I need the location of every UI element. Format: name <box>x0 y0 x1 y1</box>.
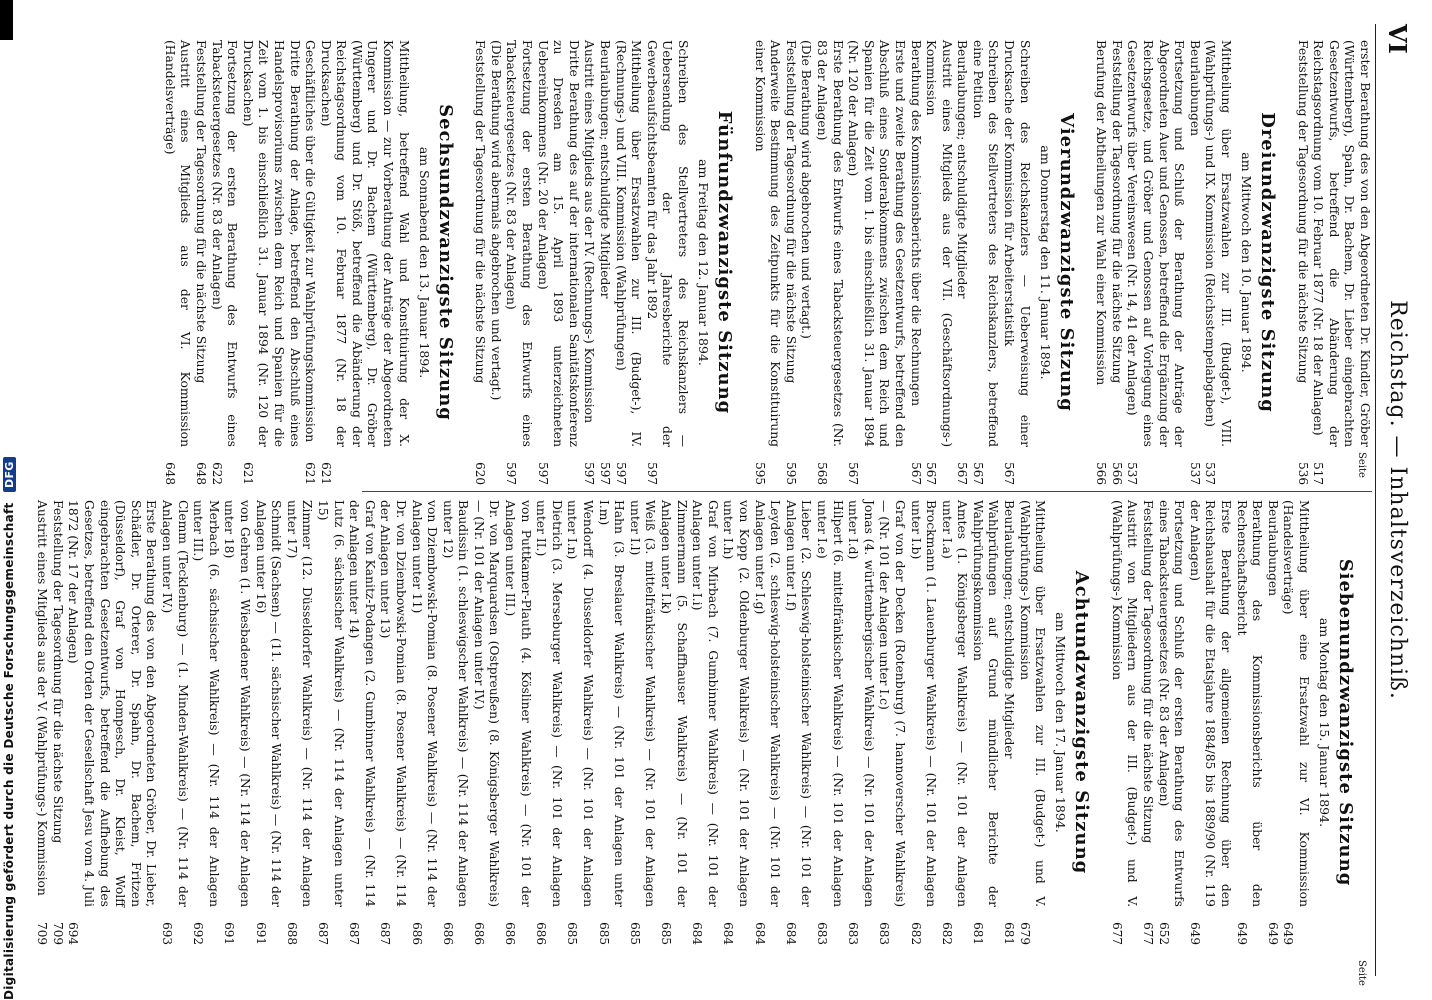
toc-entry-text: Mittheilung über Ersatzwahlen zur III. (Budget-) und V. (Wahlprüfungs-) Kommission <box>1017 500 1048 907</box>
toc-entry-text: Austritt von Mitgliedern aus der III. (Budget-) und V. (Wahlprüfungs-) Kommission <box>1109 500 1140 907</box>
toc-entry <box>1155 500 1186 945</box>
toc-entry <box>346 500 377 945</box>
toc-entry-text: Austritt eines Mitglieds aus der VI. Kommission (Handelsverträge) <box>162 40 193 447</box>
toc-page-number: 567 <box>846 462 861 485</box>
toc-entry <box>626 500 657 945</box>
toc-page-number: 597 <box>582 462 597 485</box>
toc-entry-text: (Die Berathung wird abermals abgebrochen und vertagt.) <box>488 40 503 401</box>
toc-entry <box>1202 40 1233 485</box>
toc-entry-text: Berathung des Kommissionsberichts über den Rechenschaftsbericht <box>1234 500 1265 907</box>
toc-entry <box>252 500 283 945</box>
toc-entry <box>470 500 501 945</box>
toc-entry-text: Feststellung der Tagesordnung für die nächste Sitzung <box>473 40 488 384</box>
toc-entry <box>1186 500 1233 945</box>
toc-entry-text: Lieber (2. Schleswig-holsteinischer Wahlkreis) — (Nr. 101 der Anlagen unter I.f) <box>783 500 814 907</box>
toc-page-number: 686 <box>534 922 549 945</box>
toc-entry-text: (Die Berathung wird abgebrochen und vertagt.) <box>799 40 814 339</box>
toc-entry <box>1093 40 1109 485</box>
toc-entry-text: Dr. von Dziembowski-Pomian (8. Posener Wahlkreis) — (Nr. 114 der Anlagen unter 13) <box>378 500 408 907</box>
toc-page-number: 677 <box>1141 922 1156 945</box>
toc-page-number: 566 <box>1094 462 1109 485</box>
toc-entry-text: Fortsetzung und Schluß der Berathung der Anträge der Abgeordneten Auer und Genossen, betreffend die Ergänzung der Reichsgesetze, und Gröber und Genossen auf Vorlegung eines Gesetzentwurfs über Vereinswesen (Nr. 14, 41 der Anlagen) <box>1125 40 1187 447</box>
toc-entry-text: Lutz (6. sächsischer Wahlkreis) — (Nr. 114 der Anlagen unter 15) <box>315 500 346 907</box>
session-heading: Siebenundzwanzigste Sitzung <box>1335 558 1356 887</box>
toc-entry-text: von Kopp (2. Oldenburger Wahlkreis) — (Nr. 101 der Anlagen unter I.h) <box>721 500 751 907</box>
toc-entry-text: Feststellung der Tagesordnung für die nächste Sitzung <box>783 40 798 384</box>
toc-entry <box>813 40 844 485</box>
toc-entry-text: von Gehren (1. Wiesbadener Wahlkreis) — (Nr. 114 der Anlagen unter 18) <box>222 500 252 907</box>
toc-entry-text: Graf von Kanitz-Podangen (2. Gumbinner Wahlkreis) — (Nr. 114 der Anlagen unter 14) <box>347 500 377 907</box>
toc-page-number: 693 <box>160 922 175 945</box>
toc-entry <box>596 40 612 485</box>
toc-entry-text: Austritt eines Mitglieds aus der VII. (Geschäftsordnungs-) Kommission <box>924 40 954 447</box>
toc-entry-text: Wendorff (4. Düsseldorfer Wahlkreis) — (Nr. 101 der Anlagen unter I.n) <box>565 500 596 907</box>
toc-entry <box>782 40 798 485</box>
toc-page-number: 597 <box>598 462 613 485</box>
toc-page-number: 595 <box>783 462 798 485</box>
toc-page-number: 567 <box>908 462 923 485</box>
toc-entry-text: von Dziembowski-Pomian (8. Posener Wahlkreis) — (Nr. 114 der Anlagen unter 11) <box>409 500 440 907</box>
toc-entry-text: Hilpert (6. mittelfränkischer Wahlkreis) — (Nr. 101 der Anlagen unter I.e) <box>814 500 845 907</box>
toc-entry <box>969 40 1000 485</box>
toc-entry <box>657 500 688 945</box>
session-date: am Donnerstag den 11. Januar 1894. <box>1037 145 1053 380</box>
toc-entry <box>317 40 411 485</box>
toc-entry <box>377 500 408 945</box>
toc-page-number: 567 <box>1002 462 1017 485</box>
toc-entry-text: Geschäftliches über die Gültigkeit zur Wahlprüfungskommission <box>303 40 318 443</box>
toc-entry-text: Schmidt (Sachsen) — (11. sächsischer Wahlkreis) — (Nr. 114 der Anlagen unter 16) <box>253 500 284 907</box>
seite-label-left: Seite <box>1356 452 1367 478</box>
column-divider <box>362 491 1372 492</box>
toc-entry <box>314 500 345 945</box>
toc-entry <box>1233 500 1264 945</box>
toc-page-number: 692 <box>191 922 206 945</box>
toc-page-number: 683 <box>877 922 892 945</box>
toc-page-number: 684 <box>783 922 798 945</box>
toc-page-number: 568 <box>814 462 829 485</box>
toc-page-number: 567 <box>955 462 970 485</box>
toc-page-number: 679 <box>1017 922 1032 945</box>
toc-entry-text: Erste und zweite Berathung des Gesetzentwurfs, betreffend den Abschluß eines Sonderabkommens zwischen dem Reich und Spanien für die Zeit vom 1. bis einschließlich 31. Januar 1894 (Nr. 120 der Anlagen) <box>846 40 907 447</box>
session-date: am Mittwoch den 10. Januar 1894. <box>1239 152 1255 373</box>
toc-entry-text: Merbach (6. sächsischer Wahlkreis) — (Nr. 114 der Anlagen unter III.) <box>191 500 221 907</box>
toc-entry-text: Feststellung der Tagesordnung für die nächste Sitzung <box>1141 500 1156 844</box>
toc-entry-text: Berufung der Abtheilungen zur Wahl einer Kommission <box>1094 40 1109 386</box>
toc-entry-text: Anderweite Bestimmung des Zeitpunkts für die Konstituirung einer Kommission <box>752 40 783 447</box>
toc-entry-text: Mittheilung über Ersatzwahlen zur III. (Budget-), VIII. (Wahlprüfungs-) und IX. Kommission (Reichsstempelabgaben) <box>1203 40 1234 447</box>
toc-entry <box>221 500 252 945</box>
toc-entry-text: Weiß (3. mittelfränkischer Wahlkreis) — (Nr. 101 der Anlagen unter I.l) <box>627 500 658 907</box>
toc-entry <box>643 40 690 485</box>
dfg-logo: DFG <box>3 457 16 492</box>
toc-entry <box>502 500 533 945</box>
toc-entry-text: Schreiben des Stellvertreters des Reichskanzlers, betreffend eine Petition <box>970 40 1001 447</box>
toc-page-number: 567 <box>924 462 939 485</box>
toc-entry <box>595 500 626 945</box>
toc-page-number: 621 <box>240 462 255 485</box>
toc-entry-text: Dietrich (3. Merseburger Wahlkreis) — (Nr. 101 der Anlagen unter II.) <box>534 500 564 907</box>
session-heading: Dreiundzwanzigste Sitzung <box>1257 112 1279 413</box>
toc-entry-text: erster Berathung des von den Abgeordneten Dr. Kindler, Gröber (Württemberg), Spahn, Dr. Bachem, Dr. Lieber eingebrachten Gesetzentwurfs, betreffend die Abänderung der Reichstagsordnung vom 10. Februar 1877 (Nr. 18 der Anlagen) <box>1311 40 1372 447</box>
toc-entry-text: Fortsetzung der ersten Berathung des Entwurfs eines Tabacksteuergesetzes (Nr. 83 der Anlagen) <box>209 40 240 447</box>
toc-page-number: 682 <box>939 922 954 945</box>
toc-page-number: 683 <box>846 922 861 945</box>
toc-entry-text: Zimmermann (5. Schaffhauser Wahlkreis) — (Nr. 101 der Anlagen unter I.k) <box>659 500 689 907</box>
toc-entry-text: Hahn (3. Breslauer Wahlkreis) — (Nr. 101 der Anlagen unter I.m) <box>596 500 627 907</box>
toc-entry-text: Beurlaubungen <box>1187 40 1202 137</box>
session-date: am Sonnabend den 13. Januar 1894. <box>416 146 432 379</box>
toc-entry-text: Beurlaubungen; entschuldigte Mitglieder <box>955 40 970 299</box>
toc-page-number: 567 <box>970 462 985 485</box>
toc-page-number: 686 <box>503 922 518 945</box>
toc-entry <box>845 40 907 485</box>
toc-page-number: 620 <box>473 462 488 485</box>
toc-page-number: 649 <box>1281 922 1296 945</box>
toc-entry-text: Mittheilung, betreffend Wahl und Konstituirung der X. Kommission — zur Vorberathung der Anträge der Abgeordneten Ungerer und Dr. Bachem (Württemberg), Dr. Gröber (Württemberg) und Dr. Stöß, betreffend die Abänderung der Reichstagsordnung vom 10. Februar 1877 (Nr. 18 der Drucksachen) <box>318 40 411 447</box>
toc-entry <box>1139 500 1155 945</box>
toc-page-number: 652 <box>1156 922 1171 945</box>
toc-page-number: 597 <box>613 462 628 485</box>
toc-page-number: 694 <box>66 922 81 945</box>
toc-entry <box>1108 40 1124 485</box>
toc-page-number: 621 <box>318 462 333 485</box>
toc-page-number: 687 <box>315 922 330 945</box>
toc-entry <box>845 500 876 945</box>
toc-page-number: 537 <box>1203 462 1218 485</box>
toc-entry <box>907 500 938 945</box>
toc-entry <box>208 40 239 485</box>
toc-entry <box>798 40 814 485</box>
toc-entry <box>720 500 751 945</box>
toc-entry-text: Wahlprüfungen auf Grund mündlicher Berichte der Wahlprüfungskommission <box>970 500 1001 907</box>
toc-page-number: 686 <box>409 922 424 945</box>
toc-page-number: 684 <box>721 922 736 945</box>
toc-page-number: 677 <box>1109 922 1124 945</box>
toc-entry <box>533 500 564 945</box>
session-date: am Freitag den 12. Januar 1894. <box>696 159 711 366</box>
toc-entry <box>487 40 503 485</box>
toc-entry <box>190 500 221 945</box>
toc-entry <box>954 40 970 485</box>
toc-entry-text: Feststellung der Tagesordnung für die nächste Sitzung <box>1109 40 1124 384</box>
toc-entry <box>49 500 65 945</box>
footer-strip <box>2 0 18 1000</box>
toc-entry <box>239 40 301 485</box>
toc-entry <box>472 40 488 485</box>
toc-page-number: 687 <box>347 922 362 945</box>
toc-entry <box>969 500 1000 945</box>
toc-entry <box>1310 40 1372 485</box>
toc-entry-text: Beurlaubungen; entschuldigte Mitglieder <box>598 40 613 299</box>
toc-page-number: 687 <box>378 922 393 945</box>
toc-entry <box>907 40 923 485</box>
toc-entry <box>158 500 189 945</box>
toc-entry <box>1016 500 1047 945</box>
toc-entry <box>1294 40 1310 485</box>
toc-page-number: 537 <box>1187 462 1202 485</box>
toc-page-number: 597 <box>644 462 659 485</box>
toc-entry <box>439 500 470 945</box>
toc-page-number: 709 <box>35 922 50 945</box>
left-column <box>162 40 1372 485</box>
toc-entry-text: Brockmann (1. Lauenburger Wahlkreis) — (Nr. 101 der Anlagen unter I.b) <box>908 500 939 907</box>
session-date: am Mittwoch den 17. Januar 1894. <box>1053 612 1069 833</box>
toc-page-number: 683 <box>814 922 829 945</box>
toc-page-number: 597 <box>535 462 550 485</box>
toc-entry-text: Mittheilung über eine Ersatzwahl zur VI. Kommission (Handelsverträge) <box>1281 500 1311 907</box>
toc-entry-text: Clemm (Tecklenburg) — (1. Minden-Wahlkreis) — (Nr. 114 der Anlagen unter IV.) <box>160 500 190 907</box>
toc-entry-text: von Puttkamer-Plauth (4. Kösliner Wahlkreis) — (Nr. 101 der Anlagen unter III.) <box>503 500 533 907</box>
toc-entry-text: Graf von Mirbach (7. Gumbinner Wahlkreis) — (Nr. 101 der Anlagen unter I.i) <box>690 500 720 907</box>
toc-entry-text: Austritt eines Mitglieds aus der V. (Wahlprüfungs-) Kommission <box>35 500 50 896</box>
toc-entry <box>1001 500 1017 945</box>
toc-page-number: 566 <box>1109 462 1124 485</box>
toc-page-number: 682 <box>908 922 923 945</box>
toc-entry-text: Schreiben des Reichskanzlers — Ueberweisung einer Drucksache der Kommission für Arbeiterstatistik <box>1002 40 1032 447</box>
toc-entry-text: Amtes (1. Königsberger Wahlkreis) — (Nr. 101 der Anlagen unter I.a) <box>939 500 970 907</box>
session-date: am Montag den 15. Januar 1894. <box>1317 617 1332 828</box>
session-heading: Achtundzwanzigste Sitzung <box>1071 570 1093 875</box>
toc-entry-text: Beurlaubungen; entschuldigte Mitglieder <box>1002 500 1017 759</box>
toc-page-number: 649 <box>1265 922 1280 945</box>
session-heading: Fünfundzwanzigste Sitzung <box>714 110 735 415</box>
toc-page-number: 648 <box>162 462 177 485</box>
toc-page-number: 686 <box>471 922 486 945</box>
toc-entry-text: Erste Berathung des von den Abgeordneten Gröber, Dr. Lieber, Schädler, Dr. Orterer, Dr. Spahn, Dr. Bachem, Fritzen (Düsseldorf), Graf von Hompesch, Dr. Kleist, Wolff eingebrachten Gesetzentwurfs, betreffend die Aufhebung des Gesetzes, betreffend den Orden der Gesellschaft Jesu vom 4. Juli 1872 (Nr. 17 der Anlagen) <box>66 500 159 907</box>
page-number: VI <box>1383 24 1412 54</box>
toc-page-number: 684 <box>690 922 705 945</box>
footer-credit <box>2 0 20 1000</box>
toc-entry-text: Beurlaubungen <box>1265 500 1280 597</box>
session-heading: Vierundzwanzigste Sitzung <box>1055 113 1077 412</box>
toc-entry-text: Feststellung der Tagesordnung für die nächste Sitzung <box>193 40 208 384</box>
toc-entry-text: Jonas (4. württembergischer Wahlkreis) — (Nr. 101 der Anlagen unter I.d) <box>846 500 876 907</box>
running-title: Reichstag. — Inhaltsverzeichniß. <box>1385 300 1410 700</box>
seite-label-right: Seite <box>1356 960 1367 986</box>
toc-entry <box>283 500 314 945</box>
toc-page-number: 686 <box>440 922 455 945</box>
toc-entry <box>1186 40 1202 485</box>
toc-entry <box>1124 40 1186 485</box>
toc-entry-text: Fortsetzung der ersten Berathung des Entwurfs eines Tabacksteuergesetzes (Nr. 83 der Anlagen) <box>504 40 535 447</box>
toc-entry-text: Austritt eines Mitglieds aus der IV. (Rechnungs-) Kommission <box>582 40 597 423</box>
toc-entry <box>192 40 208 485</box>
toc-page-number: 649 <box>1234 922 1249 945</box>
toc-page-number: 536 <box>1295 462 1310 485</box>
toc-entry <box>923 40 954 485</box>
toc-entry <box>581 40 597 485</box>
toc-entry-text: Leyden (2. schleswig-holsteinischer Wahlkreis) — (Nr. 101 der Anlagen unter I.g) <box>752 500 783 907</box>
toc-entry-text: Schreiben des Stellvertreters des Reichskanzlers — Uebersendung der Jahresberichte der Gewerbeaufsichtsbeamten für das Jahr 1892 <box>644 40 690 447</box>
toc-entry <box>876 500 907 945</box>
toc-entry <box>65 500 159 945</box>
toc-page-number: 537 <box>1125 462 1140 485</box>
toc-entry-text: Dr. von Marquardsen (Ostpreußen) (8. Königsberger Wahlkreis) — (Nr. 101 der Anlagen unter IV.) <box>471 500 502 907</box>
toc-entry <box>1264 500 1280 945</box>
toc-page-number: 597 <box>504 462 519 485</box>
toc-page-number: 622 <box>209 462 224 485</box>
toc-entry-text: Dritte Berathung der Anlage, betreffend den Abschluß eines Handelsprovisoriums zwischen dem Reich und Spanien für die Zeit vom 1. bis einschließlich 31. Januar 1894 (Nr. 120 der Drucksachen) <box>240 40 302 447</box>
right-column <box>35 500 1372 945</box>
toc-entry <box>751 500 782 945</box>
toc-entry-text: Dritte Berathung des auf der internationalen Sanitätskonferenz zu Dresden am 15. April 1893 unterzeichneten Uebereinkommens (Nr. 20 der Anlagen) <box>535 40 581 447</box>
toc-entry-text: Feststellung der Tagesordnung für die nächste Sitzung <box>1295 40 1310 384</box>
toc-entry-text: Feststellung der Tagesordnung für die nächste Sitzung <box>50 500 65 844</box>
toc-entry-text: Berathung des Kommissionsberichts über die Rechnungen <box>908 40 923 407</box>
toc-entry-text: Fortsetzung und Schluß der ersten Berathung des Entwurfs eines Tabacksteuergesetzes (Nr. 83 der Anlagen) <box>1156 500 1187 907</box>
toc-entry-text: Erste Berathung des Entwurfs eines Tabacksteuergesetzes (Nr. 83 der Anlagen) <box>814 40 845 447</box>
toc-entry <box>751 40 782 485</box>
toc-entry <box>813 500 844 945</box>
footer-text: Digitalisierung gefördert durch die Deutsche Forschungsgemeinschaft <box>2 502 16 1000</box>
toc-entry <box>503 40 534 485</box>
toc-page-number: 688 <box>284 922 299 945</box>
toc-entry <box>1280 500 1311 945</box>
toc-entry <box>612 40 643 485</box>
toc-entry <box>302 40 318 485</box>
toc-page-number: 648 <box>193 462 208 485</box>
toc-page-number: 595 <box>752 462 767 485</box>
toc-page-number: 681 <box>1002 922 1017 945</box>
toc-entry <box>938 500 969 945</box>
header-rule <box>1375 24 1376 976</box>
toc-page-number: 691 <box>222 922 237 945</box>
toc-page-number: 517 <box>1311 462 1326 485</box>
toc-entry <box>782 500 813 945</box>
toc-entry-text: Mittheilung über Ersatzwahlen zur III. (Budget-), IV. (Rechnungs-) und VIII. Kommission (Wahlprüfungen) <box>613 40 644 447</box>
toc-entry-text: Baudissin (1. schleswigscher Wahlkreis) — (Nr. 114 der Anlagen unter 12) <box>440 500 471 907</box>
toc-entry <box>34 500 50 945</box>
toc-entry <box>689 500 720 945</box>
toc-entry-text: Zimmer (12. Düsseldorfer Wahlkreis) — (Nr. 114 der Anlagen unter 17) <box>284 500 315 907</box>
toc-page-number: 681 <box>970 922 985 945</box>
toc-entry <box>1001 40 1032 485</box>
toc-page-number: 685 <box>627 922 642 945</box>
toc-page-number: 649 <box>1187 922 1202 945</box>
toc-page-number: 685 <box>565 922 580 945</box>
toc-entry <box>408 500 439 945</box>
toc-entry-text: Graf von der Decken (Rotenburg) (7. hannoverscher Wahlkreis) — (Nr. 101 der Anlagen unter I.c) <box>877 500 907 907</box>
toc-page-number: 709 <box>50 922 65 945</box>
toc-page-number: 684 <box>752 922 767 945</box>
toc-entry <box>564 500 595 945</box>
session-heading: Sechsundzwanzigste Sitzung <box>434 104 456 421</box>
toc-page-number: 685 <box>596 922 611 945</box>
toc-page-number: 691 <box>253 922 268 945</box>
running-head <box>1378 24 1412 976</box>
toc-entry <box>534 40 581 485</box>
toc-entry <box>161 40 192 485</box>
toc-page-number: 685 <box>659 922 674 945</box>
toc-entry <box>1108 500 1139 945</box>
toc-page-number: 621 <box>303 462 318 485</box>
toc-entry-text: Erste Berathung der allgemeinen Rechnung über den Reichshaushalt für die Etatsjahre 1884/85 bis 1889/90 (Nr. 119 der Anlagen) <box>1187 500 1234 907</box>
